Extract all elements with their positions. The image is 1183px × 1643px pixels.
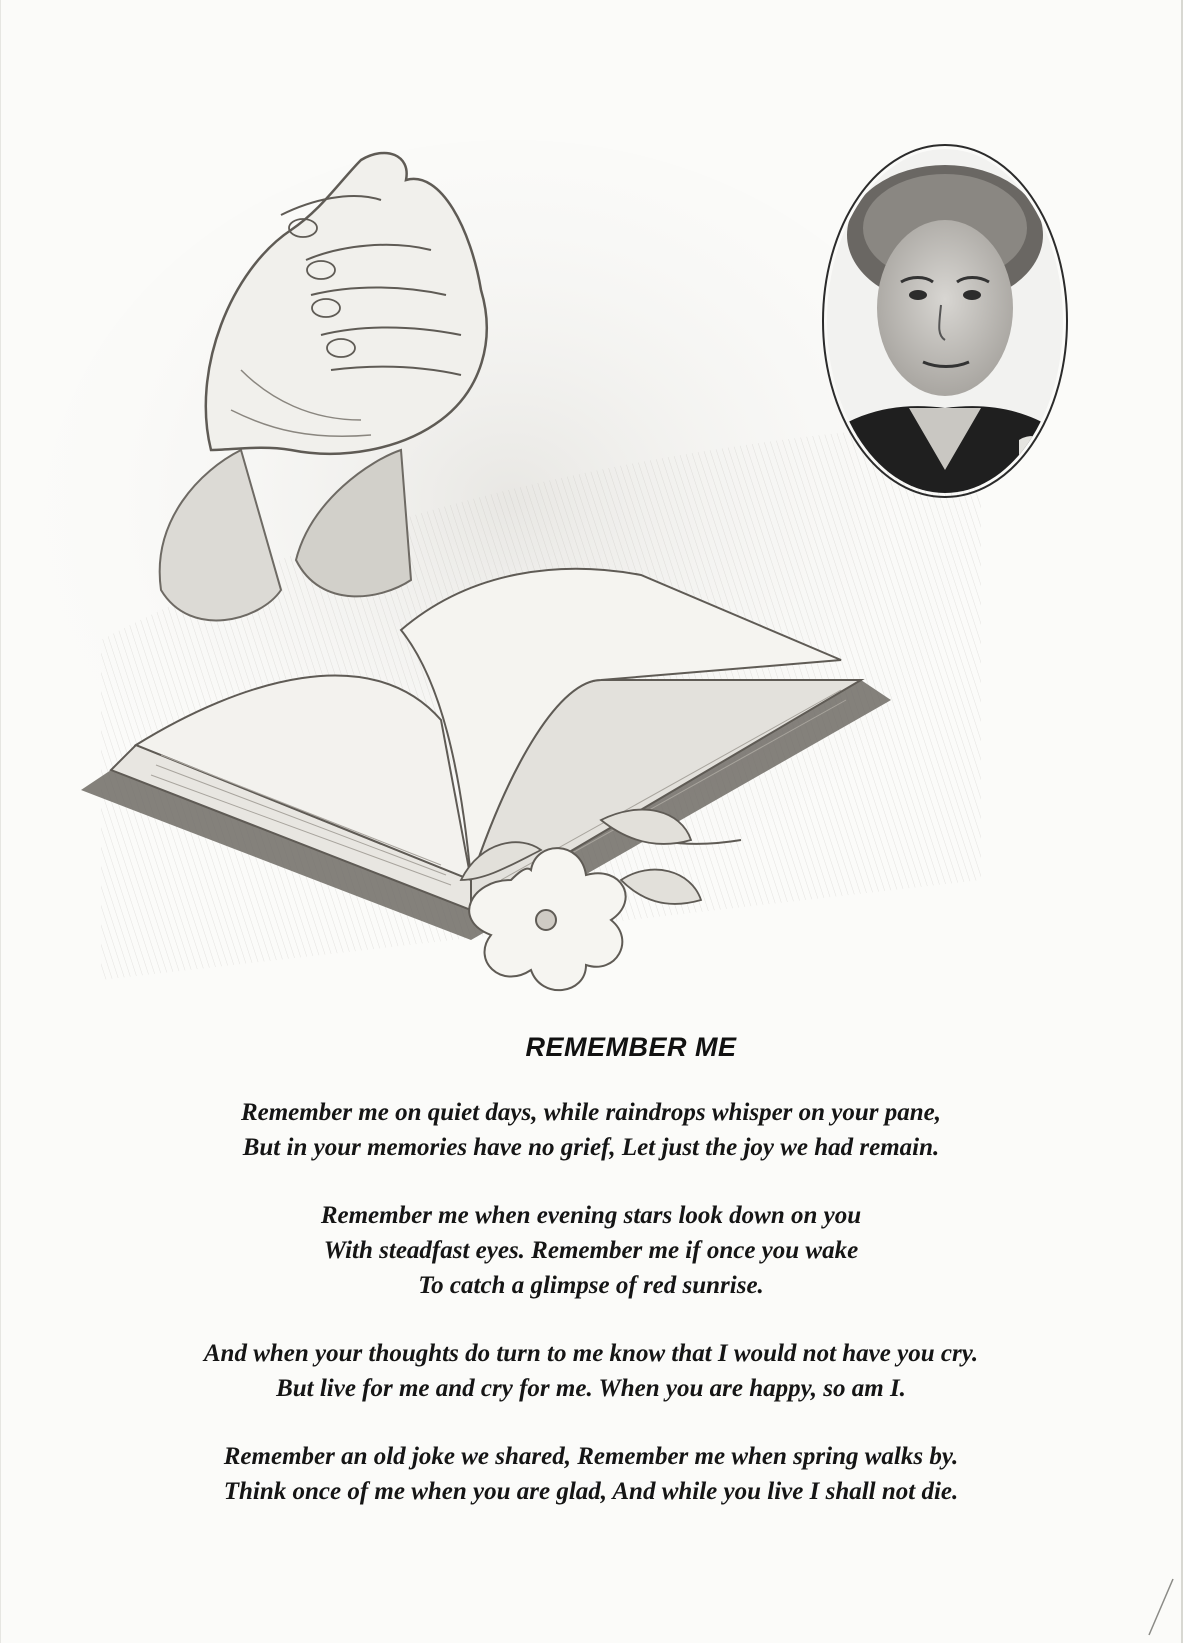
poem-stanza	[41, 1095, 1141, 1165]
poem-line: And when your thoughts do turn to me know that I would not have you cry.	[203, 1340, 979, 1367]
poem-line: Think once of me when you are glad, And while you live I shall not die.	[223, 1478, 959, 1505]
poem-line: But in your memories have no grief, Let just the joy we had remain.	[242, 1134, 940, 1161]
poem-stanza	[41, 1336, 1141, 1406]
poem-line: Remember an old joke we shared, Remember me when spring walks by.	[223, 1443, 959, 1470]
poem-line: With steadfast eyes. Remember me if once you wake	[323, 1237, 859, 1264]
poem	[41, 1095, 1141, 1542]
page-fold-mark-icon	[1145, 1577, 1175, 1637]
poem-stanza	[41, 1198, 1141, 1303]
poem-stanza	[41, 1439, 1141, 1509]
portrait-photo-icon	[819, 140, 1071, 502]
page-title: REMEMBER ME	[525, 1032, 737, 1062]
poem-line: Remember me on quiet days, while raindrops whisper on your pane,	[240, 1099, 942, 1126]
poem-line: Remember me when evening stars look down on you	[320, 1202, 862, 1229]
poem-line: To catch a glimpse of red sunrise.	[418, 1272, 764, 1299]
poem-line: But live for me and cry for me. When you are happy, so am I.	[276, 1375, 906, 1402]
